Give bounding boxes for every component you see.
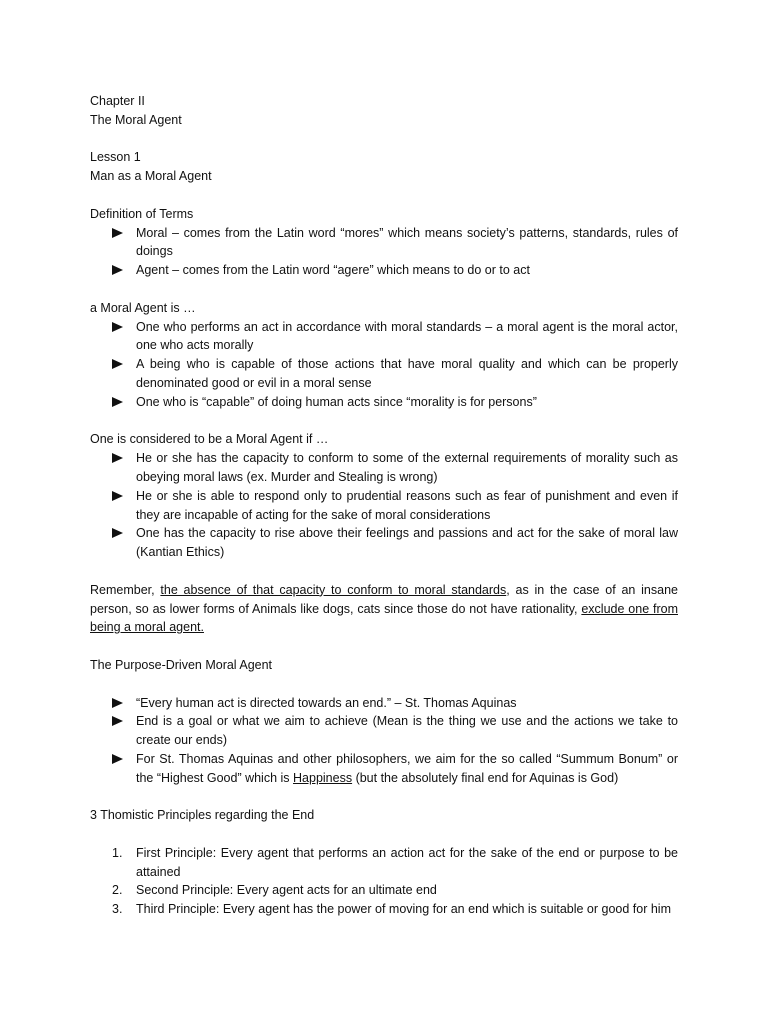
list-item	[90, 881, 678, 900]
remember-paragraph	[90, 581, 678, 637]
arrow-bullet-icon	[112, 228, 123, 238]
list-item-text: Agent – comes from the Latin word “agere” which means to do or to act	[136, 263, 530, 278]
spacer	[90, 825, 678, 844]
list-item	[90, 261, 678, 280]
moral-agent-list	[90, 318, 678, 412]
list-number: 3.	[112, 902, 123, 917]
purpose-heading: The Purpose-Driven Moral Agent	[90, 657, 273, 672]
lesson-title: Man as a Moral Agent	[90, 169, 212, 184]
thomistic-list	[90, 844, 678, 919]
spacer	[90, 675, 678, 694]
list-item	[90, 355, 678, 393]
list-item-text: Second Principle: Every agent acts for an ultimate end	[136, 883, 437, 898]
arrow-bullet-icon	[112, 528, 123, 538]
happiness-underline: Happiness	[293, 770, 353, 785]
list-item	[90, 318, 678, 356]
list-item-text: One who is “capable” of doing human acts since “morality is for persons”	[136, 394, 537, 409]
arrow-bullet-icon	[112, 265, 123, 275]
definitions-list	[90, 224, 678, 280]
chapter-label: Chapter II	[90, 94, 145, 108]
list-item	[90, 224, 678, 262]
remember-underline-capacity: the absence of that capacity to conform to moral standards	[160, 582, 507, 597]
spacer	[90, 787, 678, 806]
considered-list	[90, 449, 678, 562]
list-item-text: He or she is able to respond only to prudential reasons such as fear of punishment and even if they are incapable of acting for the sake of moral considerations	[136, 488, 678, 522]
arrow-bullet-icon	[112, 359, 123, 369]
purpose-list	[90, 694, 678, 788]
lesson-label: Lesson 1	[90, 150, 141, 165]
list-item-text: Moral – comes from the Latin word “mores” which means society’s patterns, standards, rules of doings	[136, 225, 678, 259]
list-item-text: (but the absolutely final end for Aquinas is God)	[352, 770, 619, 785]
list-item-text: End is a goal or what we aim to achieve (Mean is the thing we use and the actions we take to create our ends)	[136, 714, 678, 748]
list-number: 2.	[112, 883, 123, 898]
list-item	[90, 750, 678, 788]
list-item-text: A being who is capable of those actions that have moral quality and which can be properly denominated good or evil in a moral sense	[136, 357, 678, 390]
spacer	[90, 562, 678, 581]
remember-underline-exclude: exclude one from being a moral agent.	[90, 601, 678, 635]
moral-agent-heading: a Moral Agent is …	[90, 300, 196, 315]
list-item-text: One who performs an act in accordance with moral standards – a moral agent is the moral actor, one who acts morally	[136, 319, 678, 353]
arrow-bullet-icon	[112, 491, 123, 501]
remember-text: Remember,	[90, 582, 161, 597]
list-item	[90, 844, 678, 882]
list-item	[90, 487, 678, 525]
arrow-bullet-icon	[112, 397, 123, 407]
list-number: 1.	[112, 845, 123, 860]
arrow-bullet-icon	[112, 322, 123, 332]
list-item-text: “Every human act is directed towards an end.” – St. Thomas Aquinas	[136, 695, 517, 710]
list-item-text: Third Principle: Every agent has the power of moving for an end which is suitable or good for him	[136, 902, 671, 917]
arrow-bullet-icon	[112, 698, 123, 708]
spacer	[90, 280, 678, 299]
list-item	[90, 524, 678, 562]
considered-heading: One is considered to be a Moral Agent if …	[90, 432, 329, 447]
remember-text: , as in the case of an insane person, so as lower forms of Animals like dogs, cats since those do not have rationality,	[90, 582, 678, 616]
spacer	[90, 186, 678, 205]
list-item-text: First Principle: Every agent that performs an action act for the sake of the end or purpose to be attained	[136, 845, 678, 879]
chapter-title: The Moral Agent	[90, 112, 182, 127]
list-item-text: He or she has the capacity to conform to some of the external requirements of morality such as obeying moral laws (ex. Murder and Stealing is wrong)	[136, 451, 678, 484]
definitions-heading: Definition of Terms	[90, 206, 194, 221]
arrow-bullet-icon	[112, 453, 123, 463]
list-item	[90, 694, 678, 713]
arrow-bullet-icon	[112, 754, 123, 764]
thomistic-heading: 3 Thomistic Principles regarding the End	[90, 808, 315, 823]
spacer	[90, 637, 678, 656]
list-item-text: For St. Thomas Aquinas and other philosophers, we aim for the so called “Summum Bonum” or the “Highest Good” which is	[136, 751, 678, 785]
list-item	[90, 712, 678, 750]
spacer	[90, 412, 678, 431]
list-item-text: One has the capacity to rise above their feelings and passions and act for the sake of moral law (Kantian Ethics)	[136, 526, 678, 560]
list-item	[90, 393, 678, 412]
list-item	[90, 449, 678, 487]
list-item	[90, 900, 678, 919]
document-body	[90, 92, 678, 919]
spacer	[90, 130, 678, 149]
arrow-bullet-icon	[112, 716, 123, 726]
